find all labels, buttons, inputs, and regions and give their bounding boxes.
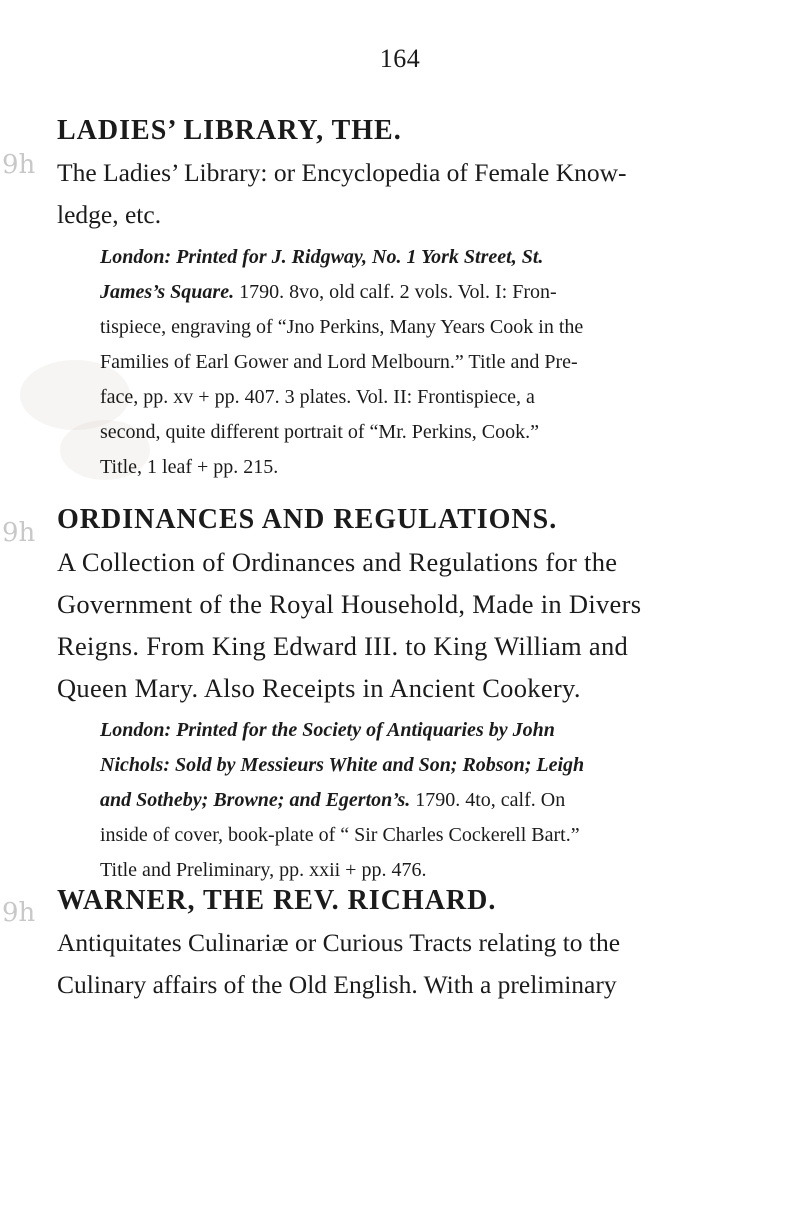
imprint-line: and Sotheby; Browne; and Egerton’s. 1790. 4to, calf. On	[100, 789, 566, 811]
imprint-line: Nichols: Sold by Messieurs White and Son; Robson; Leigh	[100, 754, 585, 776]
imprint-line: James’s Square. 1790. 8vo, old calf. 2 vols. Vol. I: Fron-	[100, 281, 557, 303]
desc-line: tispiece, engraving of “Jno Perkins, Many Years Cook in the	[100, 316, 584, 338]
entry-heading: WARNER, THE REV. RICHARD.	[57, 885, 497, 916]
entry-title	[57, 541, 723, 709]
title-line: The Ladies’ Library: or Encyclopedia of Female Know-	[57, 158, 627, 187]
entry-heading: ORDINANCES AND REGULATIONS.	[57, 504, 558, 535]
title-line: Culinary affairs of the Old English. With a preliminary	[57, 970, 617, 999]
desc-line: second, quite different portrait of “Mr. Perkins, Cook.”	[100, 421, 539, 443]
desc-line: inside of cover, book-plate of “ Sir Charles Cockerell Bart.”	[100, 824, 580, 846]
catalog-entry	[57, 884, 723, 1006]
entry-description	[100, 240, 723, 485]
page-number: 164	[379, 44, 421, 73]
desc-line: Families of Earl Gower and Lord Melbourn.” Title and Pre-	[100, 351, 578, 373]
entry-heading: LADIES’ LIBRARY, THE.	[57, 115, 402, 146]
entry-title	[57, 152, 723, 236]
entry-description	[100, 713, 723, 888]
title-line: Reigns. From King Edward III. to King William and	[57, 631, 629, 661]
desc-line: face, pp. xv + pp. 407. 3 plates. Vol. II: Frontispiece, a	[100, 386, 535, 408]
catalog-entry	[57, 114, 723, 485]
desc-line: Title and Preliminary, pp. xxii + pp. 476.	[100, 859, 427, 881]
imprint-line: London: Printed for J. Ridgway, No. 1 York Street, St.	[100, 246, 544, 268]
entry-title	[57, 922, 723, 1006]
margin-pencil-mark: 9h	[2, 518, 36, 548]
title-line: Queen Mary. Also Receipts in Ancient Cookery.	[57, 673, 581, 703]
margin-pencil-mark: 9h	[2, 898, 36, 928]
title-line: A Collection of Ordinances and Regulations for the	[57, 547, 618, 577]
margin-pencil-mark: 9h	[2, 150, 36, 180]
imprint-line: London: Printed for the Society of Antiquaries by John	[100, 719, 555, 741]
desc-line: Title, 1 leaf + pp. 215.	[100, 456, 279, 478]
title-line: Antiquitates Culinariæ or Curious Tracts relating to the	[57, 928, 621, 957]
title-line: Government of the Royal Household, Made in Divers	[57, 589, 642, 619]
title-line: ledge, etc.	[57, 200, 162, 229]
catalog-entry	[57, 503, 723, 888]
